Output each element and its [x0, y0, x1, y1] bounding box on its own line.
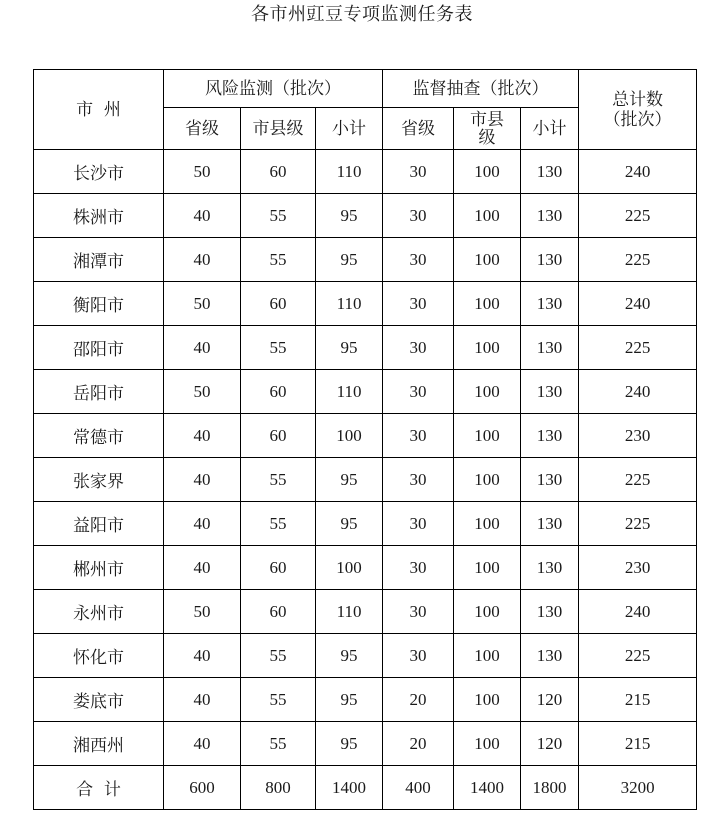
- header-risk-provincial: 省级: [164, 108, 241, 150]
- cell-risk-provincial: 40: [164, 722, 241, 766]
- cell-risk-subtotal: 100: [316, 546, 383, 590]
- cell-city: 岳阳市: [34, 370, 164, 414]
- cell-total: 240: [579, 370, 697, 414]
- table-row: [34, 458, 697, 502]
- cell-total-sup-provincial: 400: [383, 766, 454, 810]
- cell-sup-provincial: 30: [383, 590, 454, 634]
- cell-total: 230: [579, 414, 697, 458]
- cell-risk-city-county: 60: [241, 370, 316, 414]
- cell-total: 215: [579, 678, 697, 722]
- cell-sup-city-county: 100: [454, 678, 521, 722]
- table-row: [34, 414, 697, 458]
- cell-sup-provincial: 30: [383, 194, 454, 238]
- table-row: [34, 590, 697, 634]
- cell-sup-subtotal: 120: [521, 678, 579, 722]
- cell-sup-provincial: 30: [383, 546, 454, 590]
- cell-sup-city-county: 100: [454, 458, 521, 502]
- cell-sup-provincial: 30: [383, 370, 454, 414]
- cell-city: 湘西州: [34, 722, 164, 766]
- cell-sup-subtotal: 130: [521, 502, 579, 546]
- cell-total: 230: [579, 546, 697, 590]
- cell-sup-subtotal: 130: [521, 150, 579, 194]
- cell-risk-provincial: 40: [164, 634, 241, 678]
- cell-risk-provincial: 40: [164, 546, 241, 590]
- cell-risk-city-county: 55: [241, 502, 316, 546]
- header-sup-subtotal: 小计: [521, 108, 579, 150]
- table-row: [34, 326, 697, 370]
- cell-risk-city-county: 55: [241, 634, 316, 678]
- cell-risk-city-county: 60: [241, 282, 316, 326]
- table-row: [34, 194, 697, 238]
- cell-total: 240: [579, 282, 697, 326]
- cell-risk-provincial: 40: [164, 678, 241, 722]
- cell-sup-subtotal: 130: [521, 282, 579, 326]
- cell-city: 衡阳市: [34, 282, 164, 326]
- cell-total: 225: [579, 194, 697, 238]
- cell-sup-subtotal: 130: [521, 546, 579, 590]
- cell-sup-provincial: 20: [383, 722, 454, 766]
- cell-risk-city-county: 55: [241, 326, 316, 370]
- cell-risk-subtotal: 95: [316, 326, 383, 370]
- cell-risk-city-county: 55: [241, 722, 316, 766]
- cell-total-sup-city-county: 1400: [454, 766, 521, 810]
- cell-total: 225: [579, 326, 697, 370]
- cell-total: 225: [579, 458, 697, 502]
- cell-total: 225: [579, 238, 697, 282]
- cell-grand-total: 3200: [579, 766, 697, 810]
- cell-sup-subtotal: 130: [521, 194, 579, 238]
- cell-risk-city-county: 60: [241, 546, 316, 590]
- cell-risk-subtotal: 95: [316, 722, 383, 766]
- cell-risk-city-county: 55: [241, 238, 316, 282]
- cell-sup-city-county: 100: [454, 238, 521, 282]
- cell-total: 240: [579, 590, 697, 634]
- cell-risk-provincial: 40: [164, 326, 241, 370]
- header-risk-subtotal: 小计: [316, 108, 383, 150]
- cell-sup-city-county: 100: [454, 326, 521, 370]
- cell-sup-provincial: 30: [383, 414, 454, 458]
- table-row: [34, 502, 697, 546]
- cell-sup-subtotal: 130: [521, 326, 579, 370]
- cell-sup-city-county: 100: [454, 722, 521, 766]
- table-row: [34, 150, 697, 194]
- cell-risk-subtotal: 110: [316, 590, 383, 634]
- header-row-1: [34, 70, 697, 108]
- cell-risk-city-county: 55: [241, 458, 316, 502]
- cell-total-risk-provincial: 600: [164, 766, 241, 810]
- cell-risk-provincial: 40: [164, 414, 241, 458]
- cell-sup-city-county: 100: [454, 414, 521, 458]
- cell-city: 湘潭市: [34, 238, 164, 282]
- cell-risk-provincial: 50: [164, 282, 241, 326]
- header-supervision-inspection: 监督抽查（批次）: [383, 70, 579, 108]
- cell-sup-subtotal: 130: [521, 634, 579, 678]
- cell-total-label: 合 计: [34, 766, 164, 810]
- header-risk-monitoring: 风险监测（批次）: [164, 70, 383, 108]
- cell-risk-provincial: 50: [164, 370, 241, 414]
- cell-sup-city-county: 100: [454, 150, 521, 194]
- cell-risk-city-county: 55: [241, 194, 316, 238]
- cell-total: 215: [579, 722, 697, 766]
- cell-city: 益阳市: [34, 502, 164, 546]
- cell-sup-provincial: 30: [383, 282, 454, 326]
- cell-city: 株洲市: [34, 194, 164, 238]
- cell-sup-subtotal: 130: [521, 458, 579, 502]
- cell-sup-provincial: 30: [383, 502, 454, 546]
- cell-risk-subtotal: 95: [316, 238, 383, 282]
- cell-sup-provincial: 30: [383, 326, 454, 370]
- header-city: 市 州: [34, 70, 164, 150]
- table-row: [34, 678, 697, 722]
- cell-sup-city-county: 100: [454, 370, 521, 414]
- page-title: 各市州豇豆专项监测任务表: [251, 4, 473, 25]
- cell-risk-subtotal: 95: [316, 502, 383, 546]
- cell-city: 张家界: [34, 458, 164, 502]
- table-row: [34, 370, 697, 414]
- cell-risk-provincial: 50: [164, 150, 241, 194]
- cell-risk-provincial: 50: [164, 590, 241, 634]
- cell-sup-provincial: 30: [383, 634, 454, 678]
- cell-sup-provincial: 30: [383, 458, 454, 502]
- cell-total: 225: [579, 634, 697, 678]
- cell-risk-subtotal: 95: [316, 194, 383, 238]
- cell-risk-subtotal: 95: [316, 678, 383, 722]
- cell-risk-city-county: 60: [241, 590, 316, 634]
- table-row: [34, 722, 697, 766]
- header-sup-city-county: 市县 级: [454, 108, 521, 150]
- table-row: [34, 238, 697, 282]
- cell-sup-city-county: 100: [454, 634, 521, 678]
- cell-total-risk-city-county: 800: [241, 766, 316, 810]
- cell-sup-city-county: 100: [454, 502, 521, 546]
- table-row: [34, 634, 697, 678]
- cell-risk-subtotal: 100: [316, 414, 383, 458]
- cell-total: 240: [579, 150, 697, 194]
- task-table: [33, 69, 697, 810]
- cell-risk-provincial: 40: [164, 194, 241, 238]
- cell-risk-subtotal: 95: [316, 458, 383, 502]
- cell-sup-subtotal: 120: [521, 722, 579, 766]
- cell-city: 长沙市: [34, 150, 164, 194]
- header-risk-city-county: 市县级: [241, 108, 316, 150]
- cell-sup-city-county: 100: [454, 282, 521, 326]
- cell-sup-provincial: 30: [383, 150, 454, 194]
- cell-risk-provincial: 40: [164, 238, 241, 282]
- table-body: [34, 150, 697, 810]
- cell-sup-subtotal: 130: [521, 590, 579, 634]
- cell-risk-city-county: 60: [241, 150, 316, 194]
- cell-city: 常德市: [34, 414, 164, 458]
- cell-risk-city-county: 60: [241, 414, 316, 458]
- cell-sup-city-county: 100: [454, 194, 521, 238]
- cell-sup-subtotal: 130: [521, 414, 579, 458]
- cell-risk-provincial: 40: [164, 458, 241, 502]
- table-row: [34, 546, 697, 590]
- cell-sup-subtotal: 130: [521, 370, 579, 414]
- cell-city: 郴州市: [34, 546, 164, 590]
- cell-city: 永州市: [34, 590, 164, 634]
- cell-sup-provincial: 30: [383, 238, 454, 282]
- table-row: [34, 282, 697, 326]
- cell-city: 邵阳市: [34, 326, 164, 370]
- cell-total-risk-subtotal: 1400: [316, 766, 383, 810]
- header-total: 总计数 （批次）: [579, 70, 697, 150]
- total-row: [34, 766, 697, 810]
- cell-risk-provincial: 40: [164, 502, 241, 546]
- cell-risk-subtotal: 110: [316, 150, 383, 194]
- cell-city: 怀化市: [34, 634, 164, 678]
- cell-risk-subtotal: 95: [316, 634, 383, 678]
- cell-risk-city-county: 55: [241, 678, 316, 722]
- cell-total: 225: [579, 502, 697, 546]
- cell-risk-subtotal: 110: [316, 370, 383, 414]
- cell-total-sup-subtotal: 1800: [521, 766, 579, 810]
- cell-sup-subtotal: 130: [521, 238, 579, 282]
- cell-city: 娄底市: [34, 678, 164, 722]
- cell-risk-subtotal: 110: [316, 282, 383, 326]
- header-sup-provincial: 省级: [383, 108, 454, 150]
- cell-sup-provincial: 20: [383, 678, 454, 722]
- cell-sup-city-county: 100: [454, 590, 521, 634]
- cell-sup-city-county: 100: [454, 546, 521, 590]
